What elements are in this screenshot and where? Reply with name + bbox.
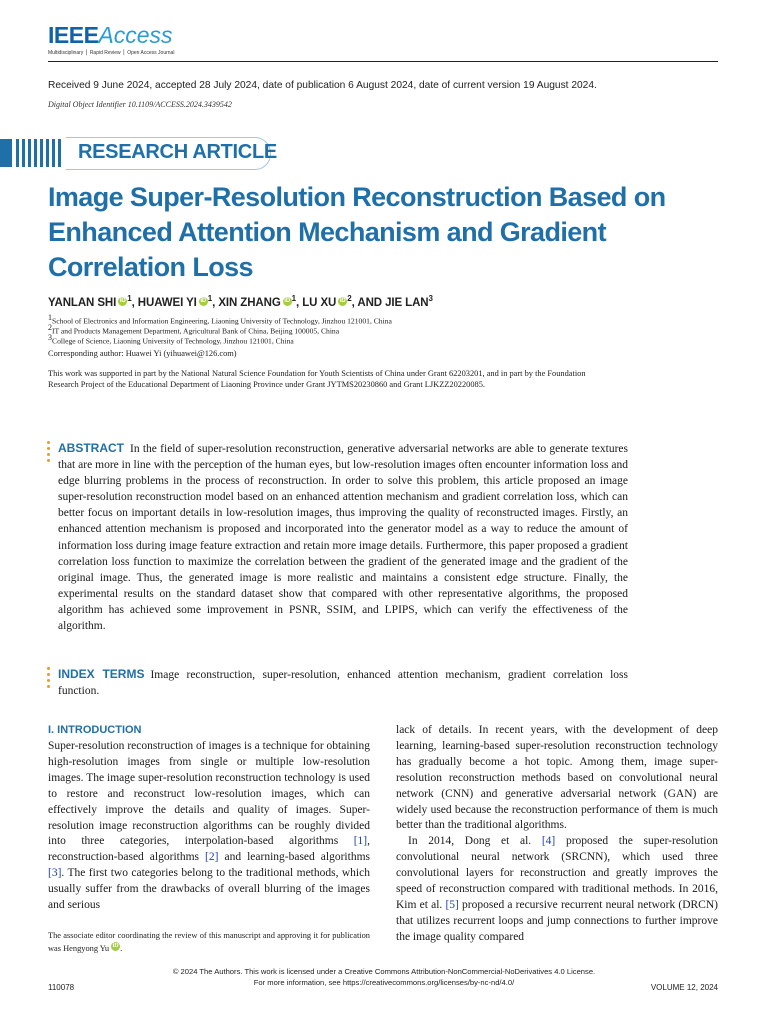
paragraph-text: In 2014, Dong et al. [408, 835, 542, 848]
index-terms-heading: INDEX TERMS [58, 667, 145, 681]
orcid-icon[interactable]: iD [200, 297, 207, 304]
page-number: 110078 [48, 983, 75, 992]
author-affil-sup: 1 [127, 294, 132, 303]
abstract-text: In the field of super-resolution reconstruction, generative adversarial networks are able to generate textures that are more in line with the perception of the human eyes, but low-resolution images often encounter information loss and edge blurring problems in the process of reconstruction. In order to solve this problem, this article proposed an image super-resolution reconstruction model based on an enhanced attention mechanism and gradient correlation loss, which can better focus on important details in low-resolution images, thus improving the quality of reconstructed images. Firstly, an enhanced attention mechanism is proposed and incorporated into the generator model as a way to reduce the amount of information loss during image feature extraction and retain more image details. Furthermore, this paper proposed a gradient correlation loss function to maximize the correlation between the gradient of the generated image and the gradient of the original image. Thus, the generated image is more realistic and maintains a consistent edge structure. Finally, the experimental results on the standard dataset show that compared with other representative algorithms, the proposed algorithm has achieved some improvement in PSNR, SSIM, and LPIPS, which can verify the effectiveness of the algorithm. [58, 443, 628, 633]
author-affil-sup: 2 [347, 294, 352, 303]
index-terms-dots [47, 667, 51, 691]
citation-link[interactable]: [2] [205, 851, 219, 864]
logo-access: Access [98, 22, 173, 48]
research-article-banner [0, 135, 280, 171]
affiliation: $^3$College of Science, Liaoning University of Technology, Jinzhou 121001, China [48, 333, 294, 346]
paragraph: lack of details. In recent years, with the development of deep learning, learning-based super-resolution reconstruction technology has gradually become a hot topic. Among them, image super-resolution reconstruction methods based on convolutional neural network (CNN) and generative adversarial network (GAN) are widely used because the reconstruction performance of them is much better than the traditional algorithms. [396, 724, 718, 832]
author-separator: , AND [351, 296, 386, 309]
doi-line: Digital Object Identifier 10.1109/ACCESS.2024.3439542 [48, 100, 232, 109]
title-line-1: Image Super-Resolution Reconstruction Based on [48, 182, 666, 212]
paper-title [48, 180, 688, 285]
logo-ieee: IEEE [48, 22, 99, 48]
citation-link[interactable]: [1] [353, 835, 368, 848]
affiliation: $^2$IT and Products Management Department, Agricultural Bank of China, Beijing 100005, China [48, 323, 340, 336]
author-name: YANLAN SHI [48, 296, 117, 309]
editor-note: The associate editor coordinating the review of this manuscript and approving it for publication was Hengyong Yu iD . [48, 931, 370, 953]
volume-label: VOLUME 12, 2024 [650, 983, 718, 992]
affiliation: $^1$School of Electronics and Information Engineering, Liaoning University of Technology, Jinzhou 121001, China [48, 313, 392, 326]
left-column-text [48, 739, 370, 914]
author-name: JIE LAN [385, 296, 429, 309]
orcid-icon[interactable]: iD [339, 297, 346, 304]
title-line-2: Enhanced Attention Mechanism and Gradient [48, 217, 606, 247]
funding-statement: This work was supported in part by the National Natural Science Foundation for Youth Scientists of China under Grant 62203201, and in part by the Foundation Research Project of the Educational Department of Liaoning Province under Grant JYTMS20230860 and Grant LJKZZ20220085. [48, 369, 586, 390]
author-name: XIN ZHANG [218, 296, 281, 309]
abstract-dots [47, 441, 51, 465]
author-name: HUAWEI YI [137, 296, 197, 309]
orcid-icon[interactable]: iD [119, 297, 126, 304]
index-terms-text: Image reconstruction, super-resolution, enhanced attention mechanism, gradient correlation loss function. [58, 669, 628, 697]
paragraph-text: and learning-based algorithms [218, 851, 370, 864]
title-line-3: Correlation Loss [48, 252, 253, 282]
right-column-text [396, 723, 718, 946]
orcid-icon[interactable]: iD [284, 297, 291, 304]
header-rule [48, 61, 718, 62]
paragraph-text: . The first two categories belong to the traditional methods, which usually suffer from the drawbacks of overall blurring of the images and serious [48, 867, 370, 912]
paragraph [396, 834, 718, 945]
index-terms [58, 666, 628, 699]
author-affil-sup: 1 [207, 294, 213, 303]
section-heading-introduction: I. INTRODUCTION [48, 724, 142, 736]
logo-tagline: Multidisciplinary ⎪ Rapid Review ⎪ Open Access Journal [48, 50, 175, 56]
author-affil-sup: 3 [428, 294, 433, 303]
license-line-1: © 2024 The Authors. This work is licensed under a Creative Commons Attribution-NonCommercial-NoDerivatives 4.0 License. [172, 967, 596, 976]
abstract [58, 440, 628, 634]
citation-link[interactable]: [5] [445, 898, 459, 911]
citation-link[interactable]: [3] [48, 867, 62, 880]
journal-logo [48, 22, 174, 56]
paragraph-text: proposed the super-resolution convolutional neural network (SRCNN), which used three convolutional layers for reconstruction and greatly improves the speed of reconstruction compared with traditional methods. In 2016, Kim et al. [396, 835, 718, 911]
orcid-icon[interactable]: iD [112, 943, 119, 949]
author-list: YANLAN SHI iD $^1$, HUAWEI YI iD $^1$, XIN ZHANG iD $^1$, LU XU iD $^2$, AND JIE LAN$^3$ [48, 294, 433, 309]
article-type-label: RESEARCH ARTICLE [78, 141, 277, 163]
paragraph-text: Super-resolution reconstruction of images is a technique for obtaining high-resolution images from single or multiple low-resolution images. The image super-resolution reconstruction technology is used to restore and reconstruct low-resolution images, which can effectively improve the details and quality of images. Super-resolution image reconstruction algorithms can be roughly divided into three categories, interpolation-based algorithms [48, 740, 370, 848]
author-name: LU XU [302, 296, 337, 309]
citation-link[interactable]: [4] [541, 835, 556, 848]
license-line-2[interactable]: For more information, see https://creativecommons.org/licenses/by-nc-nd/4.0/ [253, 978, 515, 987]
received-dates: Received 9 June 2024, accepted 28 July 2024, date of publication 6 August 2024, date of current version 19 August 2024. [48, 80, 597, 91]
author-affil-sup: 1 [291, 294, 297, 303]
corresponding-author: Corresponding author: Huawei Yi (yihuawei@126.com) [48, 349, 237, 358]
abstract-heading: ABSTRACT [58, 441, 124, 455]
paragraph-text: proposed a recursive recurrent neural network (DRCN) that utilizes recurrent loops and jump connections to further improve the image quality compared [396, 898, 718, 943]
paragraph-text: , reconstruction-based algorithms [48, 835, 370, 864]
